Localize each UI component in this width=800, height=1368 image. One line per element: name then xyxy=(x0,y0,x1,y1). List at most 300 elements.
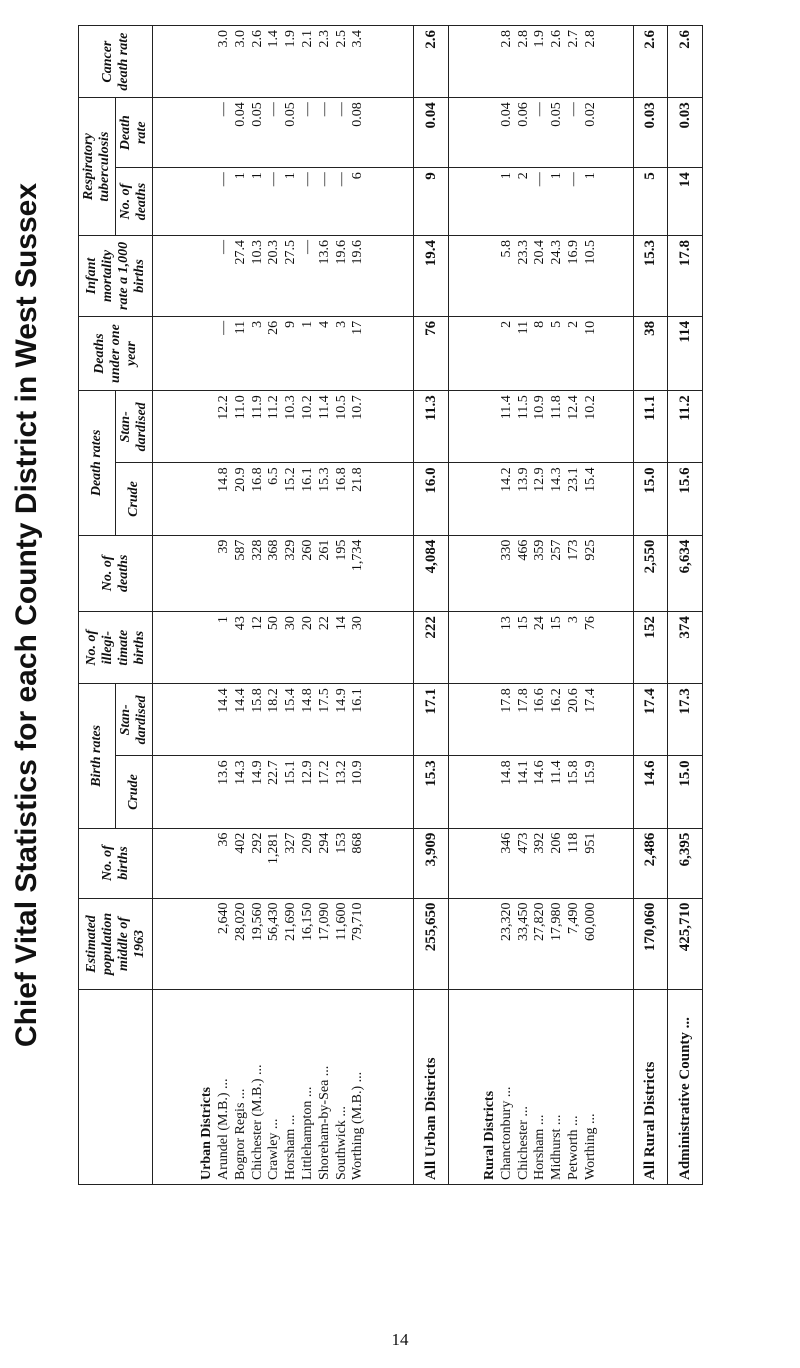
county-population: 425,710 xyxy=(668,898,703,990)
rural-deaths-line: 925 xyxy=(582,539,598,561)
rural-cancer-line: 2.8 xyxy=(582,30,598,48)
county-label: Administrative County ... xyxy=(668,990,703,1185)
rural-death-std-line: 10.9 xyxy=(532,395,548,420)
rural-infant-mortality-line: 5.8 xyxy=(498,240,514,258)
urban-tb-rate-line: — xyxy=(216,102,232,117)
urban-names-line: Arundel (M.B.) ... xyxy=(216,1078,232,1180)
urban-birth-crude-line: 10.9 xyxy=(350,760,366,785)
rural-tb-deaths-line: 2 xyxy=(515,172,531,180)
urban-birth-std-line: 14.4 xyxy=(216,688,232,713)
rural-tb-deaths-list xyxy=(499,172,600,231)
urban-illegitimate-line: 50 xyxy=(266,616,282,631)
urban-tb-deaths-line: — xyxy=(333,172,349,187)
urban-districts-block xyxy=(153,26,414,1185)
urban-births-line: 402 xyxy=(232,832,248,854)
all-urban-label: All Urban Districts xyxy=(414,990,449,1185)
rural-heading: Rural Districts xyxy=(481,1090,497,1180)
all-urban-tb-rate: 0.04 xyxy=(414,98,449,168)
all-rural-death-crude: 15.0 xyxy=(633,463,668,535)
urban-births-line: 36 xyxy=(216,832,232,847)
urban-birth-crude-line: 17.2 xyxy=(316,760,332,785)
urban-birth-crude-line: 13.2 xyxy=(333,760,349,785)
rural-birth-std-line: 17.4 xyxy=(582,688,598,713)
header-birth-crude: Crude xyxy=(116,756,153,828)
urban-cancer-line: 2.3 xyxy=(316,30,332,48)
urban-deaths-line: 368 xyxy=(266,539,282,561)
urban-tb-rate-line: — xyxy=(333,102,349,117)
rural-population-list xyxy=(499,903,600,986)
urban-tb-rate-line: 0.04 xyxy=(232,102,248,127)
rural-birth-crude-line: 15.8 xyxy=(565,760,581,785)
urban-births-list xyxy=(216,833,367,894)
urban-death-std-line: 11.4 xyxy=(316,395,332,420)
all-urban-under-one: 76 xyxy=(414,316,449,390)
county-under-one: 114 xyxy=(668,316,703,390)
urban-infant-mortality-line: 19.6 xyxy=(350,240,366,265)
urban-cancer-line: 1.9 xyxy=(283,30,299,48)
rural-tb-deaths-cell xyxy=(448,168,633,236)
urban-birth-std-cell xyxy=(153,684,414,756)
urban-deaths-line: 587 xyxy=(232,539,248,561)
urban-under-one-line: 26 xyxy=(266,320,282,335)
rural-tb-deaths-line: — xyxy=(532,172,548,187)
rural-tb-deaths-line: 1 xyxy=(582,172,598,180)
urban-names-line: Littlehampton ... xyxy=(300,1086,316,1180)
rural-names-cell xyxy=(448,990,633,1185)
rural-tb-rate-line: — xyxy=(532,102,548,117)
all-urban-population: 255,650 xyxy=(414,898,449,990)
rural-districts-block xyxy=(448,26,633,1185)
urban-names-line: Southwick ... xyxy=(333,1106,349,1180)
all-rural-illegitimate: 152 xyxy=(633,612,668,684)
all-rural-label: All Rural Districts xyxy=(633,990,668,1185)
urban-death-std-list xyxy=(216,395,367,458)
urban-illegitimate-line: 30 xyxy=(350,616,366,631)
all-rural-cancer: 2.6 xyxy=(633,26,668,98)
urban-infant-mortality-line: 20.3 xyxy=(266,240,282,265)
all-rural-tb-deaths: 5 xyxy=(633,168,668,236)
urban-population-line: 56,430 xyxy=(266,902,282,942)
urban-death-std-line: 11.2 xyxy=(266,395,282,420)
rural-death-crude-line: 14.3 xyxy=(549,467,565,492)
header-birth-rates: Birth rates xyxy=(79,684,116,828)
all-urban-deaths: 4,084 xyxy=(414,535,449,612)
urban-births-cell xyxy=(153,828,414,898)
rural-tb-rate-line: 0.06 xyxy=(515,102,531,127)
header-death-rates: Death rates xyxy=(79,391,116,535)
rural-under-one-list xyxy=(499,321,600,386)
rural-birth-crude-line: 14.8 xyxy=(498,760,514,785)
rural-death-std-line: 11.5 xyxy=(515,395,531,420)
all-urban-births: 3,909 xyxy=(414,828,449,898)
rural-birth-crude-list xyxy=(499,760,600,823)
rural-under-one-cell xyxy=(448,316,633,390)
urban-infant-mortality-line: — xyxy=(216,240,232,254)
urban-cancer-line: 3.4 xyxy=(350,30,366,48)
rural-under-one-line: 8 xyxy=(532,320,548,328)
rural-illegitimate-cell xyxy=(448,612,633,684)
urban-tb-rate-line: 0.05 xyxy=(283,102,299,127)
rural-birth-crude-cell xyxy=(448,756,633,828)
rural-birth-crude-line: 15.9 xyxy=(582,760,598,785)
rural-birth-crude-line: 14.1 xyxy=(515,760,531,785)
rural-names-list xyxy=(499,994,600,1180)
urban-tb-rate-line: — xyxy=(300,102,316,117)
rural-death-crude-line: 13.9 xyxy=(515,467,531,492)
urban-death-crude-line: 14.8 xyxy=(216,467,232,492)
urban-infant-mortality-line: 13.6 xyxy=(316,240,332,265)
rural-birth-std-cell xyxy=(448,684,633,756)
rural-population-line: 60,000 xyxy=(582,902,598,942)
urban-infant-mortality-line: 10.3 xyxy=(249,240,265,265)
urban-cancer-line: 3.0 xyxy=(216,30,232,48)
rural-birth-std-list xyxy=(499,688,600,751)
rural-death-std-line: 12.4 xyxy=(565,395,581,420)
all-rural-death-std: 11.1 xyxy=(633,391,668,463)
county-birth-crude: 15.0 xyxy=(668,756,703,828)
rural-births-list xyxy=(499,833,600,894)
rural-tb-rate-list xyxy=(499,102,600,163)
urban-names-line: Crawley ... xyxy=(266,1118,282,1180)
rural-illegitimate-line: 13 xyxy=(498,616,514,631)
rural-cancer-line: 2.6 xyxy=(549,30,565,48)
rural-deaths-line: 257 xyxy=(549,539,565,561)
rural-names-line: Chanctonbury ... xyxy=(498,1086,514,1180)
rural-cancer-line: 1.9 xyxy=(532,30,548,48)
urban-tb-rate-line: 0.08 xyxy=(350,102,366,127)
urban-tb-rate-list xyxy=(216,102,367,163)
rural-infant-mortality-line: 24.3 xyxy=(549,240,565,265)
urban-death-crude-line: 6.5 xyxy=(266,467,282,485)
urban-under-one-line: 1 xyxy=(300,320,316,328)
county-cancer: 2.6 xyxy=(668,26,703,98)
all-rural-population: 170,060 xyxy=(633,898,668,990)
all-urban-birth-crude: 15.3 xyxy=(414,756,449,828)
rural-under-one-line: 11 xyxy=(515,320,531,335)
urban-names-line: Bognor Regis ... xyxy=(232,1088,248,1180)
urban-cancer-line: 1.4 xyxy=(266,30,282,48)
all-rural-birth-std: 17.4 xyxy=(633,684,668,756)
urban-birth-crude-line: 14.3 xyxy=(232,760,248,785)
county-row xyxy=(668,26,703,1185)
urban-death-std-line: 10.5 xyxy=(333,395,349,420)
urban-birth-crude-list xyxy=(216,760,367,823)
rural-births-line: 951 xyxy=(582,832,598,854)
rural-death-std-line: 10.2 xyxy=(582,395,598,420)
rural-infant-mortality-line: 23.3 xyxy=(515,240,531,265)
urban-infant-mortality-line: 27.5 xyxy=(283,240,299,265)
urban-deaths-cell xyxy=(153,535,414,612)
all-urban-cancer: 2.6 xyxy=(414,26,449,98)
rural-infant-mortality-list xyxy=(499,240,600,312)
rural-death-crude-cell xyxy=(448,463,633,535)
urban-tb-deaths-line: 1 xyxy=(249,172,265,180)
rural-infant-mortality-line: 16.9 xyxy=(565,240,581,265)
urban-names-line: Horsham ... xyxy=(283,1114,299,1180)
all-rural-under-one: 38 xyxy=(633,316,668,390)
header-death-crude: Crude xyxy=(116,463,153,535)
rural-death-crude-list xyxy=(499,467,600,530)
rural-tb-deaths-line: 1 xyxy=(549,172,565,180)
rural-population-line: 23,320 xyxy=(498,902,514,942)
urban-tb-deaths-line: — xyxy=(216,172,232,187)
all-rural-tb-rate: 0.03 xyxy=(633,98,668,168)
all-urban-tb-deaths: 9 xyxy=(414,168,449,236)
urban-population-line: 17,090 xyxy=(316,902,332,942)
all-urban-infant-mortality: 19.4 xyxy=(414,236,449,317)
header-death-standardised: Stan-dardised xyxy=(116,391,153,463)
urban-under-one-line: 11 xyxy=(232,320,248,335)
rural-death-std-line: 11.4 xyxy=(498,395,514,420)
urban-illegitimate-line: 20 xyxy=(300,616,316,631)
urban-population-line: 19,560 xyxy=(249,902,265,942)
urban-cancer-line: 2.1 xyxy=(300,30,316,48)
urban-tb-rate-line: 0.05 xyxy=(249,102,265,127)
rural-names-line: Chichester ... xyxy=(515,1106,531,1180)
urban-under-one-line: 17 xyxy=(350,320,366,335)
urban-heading: Urban Districts xyxy=(199,1087,215,1180)
rural-tb-rate-line: 0.05 xyxy=(549,102,565,127)
rural-births-line: 346 xyxy=(498,832,514,854)
county-tb-rate: 0.03 xyxy=(668,98,703,168)
urban-names-line: Chichester (M.B.) ... xyxy=(249,1064,265,1180)
rural-illegitimate-line: 15 xyxy=(515,616,531,631)
rural-death-std-line: 11.8 xyxy=(549,395,565,420)
urban-illegitimate-cell xyxy=(153,612,414,684)
urban-names-line: Worthing (M.B.) ... xyxy=(350,1071,366,1180)
county-birth-std: 17.3 xyxy=(668,684,703,756)
county-death-crude: 15.6 xyxy=(668,463,703,535)
rural-names-line: Horsham ... xyxy=(532,1114,548,1180)
urban-birth-std-line: 17.5 xyxy=(316,688,332,713)
all-urban-death-crude: 16.0 xyxy=(414,463,449,535)
urban-infant-mortality-cell xyxy=(153,236,414,317)
urban-births-line: 868 xyxy=(350,832,366,854)
urban-death-crude-line: 16.8 xyxy=(249,467,265,492)
rural-under-one-line: 2 xyxy=(498,320,514,328)
urban-illegitimate-line: 12 xyxy=(249,616,265,631)
header-deaths-under-one: Deaths under one year xyxy=(79,316,153,390)
rural-tb-rate-line: — xyxy=(565,102,581,117)
urban-births-line: 209 xyxy=(300,832,316,854)
all-rural-row xyxy=(633,26,668,1185)
urban-deaths-line: 328 xyxy=(249,539,265,561)
urban-population-cell xyxy=(153,898,414,990)
rotated-page xyxy=(0,5,790,1225)
urban-tb-deaths-line: 1 xyxy=(232,172,248,180)
urban-births-line: 327 xyxy=(283,832,299,854)
rural-death-std-cell xyxy=(448,391,633,463)
rural-under-one-line: 10 xyxy=(582,320,598,335)
urban-population-line: 2,640 xyxy=(216,902,232,935)
rural-birth-std-line: 16.2 xyxy=(549,688,565,713)
urban-tb-deaths-cell xyxy=(153,168,414,236)
header-birth-standardised: Stan-dardised xyxy=(116,684,153,756)
rural-cancer-list xyxy=(499,30,600,93)
rural-death-std-list xyxy=(499,395,600,458)
urban-population-line: 11,600 xyxy=(333,902,349,941)
urban-illegitimate-line: 22 xyxy=(316,616,332,631)
urban-deaths-line: 260 xyxy=(300,539,316,561)
rural-tb-rate-cell xyxy=(448,98,633,168)
header-deaths-no: No. of deaths xyxy=(79,535,153,612)
urban-birth-crude-cell xyxy=(153,756,414,828)
header-resp-tb-deaths: No. of deaths xyxy=(116,168,153,236)
urban-under-one-cell xyxy=(153,316,414,390)
urban-birth-crude-line: 22.7 xyxy=(266,760,282,785)
rural-infant-mortality-line: 20.4 xyxy=(532,240,548,265)
rural-death-crude-line: 15.4 xyxy=(582,467,598,492)
rural-cancer-cell xyxy=(448,26,633,98)
rural-names-line: Petworth ... xyxy=(565,1115,581,1180)
all-urban-illegitimate: 222 xyxy=(414,612,449,684)
rural-illegitimate-line: 24 xyxy=(532,616,548,631)
urban-deaths-line: 1,734 xyxy=(350,539,366,572)
header-population: Estimated population middle of 1963 xyxy=(79,898,153,990)
rural-illegitimate-line: 76 xyxy=(582,616,598,631)
urban-tb-rate-cell xyxy=(153,98,414,168)
rural-population-line: 27,820 xyxy=(532,902,548,942)
urban-under-one-line: 3 xyxy=(333,320,349,328)
urban-illegitimate-line: 43 xyxy=(232,616,248,631)
rural-cancer-line: 2.8 xyxy=(498,30,514,48)
urban-infant-mortality-line: 19.6 xyxy=(333,240,349,265)
rural-deaths-line: 173 xyxy=(565,539,581,561)
urban-deaths-line: 329 xyxy=(283,539,299,561)
urban-tb-deaths-list xyxy=(216,172,367,231)
rural-death-crude-line: 12.9 xyxy=(532,467,548,492)
urban-tb-rate-line: — xyxy=(316,102,332,117)
rural-birth-std-line: 17.8 xyxy=(515,688,531,713)
rural-births-cell xyxy=(448,828,633,898)
urban-cancer-cell xyxy=(153,26,414,98)
urban-names-cell xyxy=(153,990,414,1185)
urban-birth-crude-line: 12.9 xyxy=(300,760,316,785)
urban-illegitimate-line: 30 xyxy=(283,616,299,631)
urban-names-list xyxy=(216,994,367,1180)
all-rural-births: 2,486 xyxy=(633,828,668,898)
urban-population-line: 21,690 xyxy=(283,902,299,942)
rural-illegitimate-list xyxy=(499,616,600,679)
vital-statistics-table xyxy=(78,25,703,1185)
urban-birth-std-line: 16.1 xyxy=(350,688,366,713)
urban-birth-std-line: 14.9 xyxy=(333,688,349,713)
header-births-no: No. of births xyxy=(79,828,153,898)
urban-death-crude-line: 20.9 xyxy=(232,467,248,492)
urban-death-crude-cell xyxy=(153,463,414,535)
rural-infant-mortality-cell xyxy=(448,236,633,317)
county-infant-mortality: 17.8 xyxy=(668,236,703,317)
urban-death-crude-line: 21.8 xyxy=(350,467,366,492)
rural-under-one-line: 5 xyxy=(549,320,565,328)
rural-birth-crude-line: 14.6 xyxy=(532,760,548,785)
all-urban-birth-std: 17.1 xyxy=(414,684,449,756)
urban-tb-deaths-line: — xyxy=(300,172,316,187)
rural-population-line: 17,980 xyxy=(549,902,565,942)
urban-deaths-list xyxy=(216,540,367,608)
urban-deaths-line: 39 xyxy=(216,539,232,554)
all-urban-death-std: 11.3 xyxy=(414,391,449,463)
rural-births-line: 473 xyxy=(515,832,531,854)
rural-birth-crude-line: 11.4 xyxy=(549,760,565,785)
urban-cancer-line: 2.6 xyxy=(249,30,265,48)
urban-tb-deaths-line: 6 xyxy=(350,172,366,180)
urban-births-line: 153 xyxy=(333,832,349,854)
urban-death-std-line: 10.3 xyxy=(283,395,299,420)
rural-deaths-line: 466 xyxy=(515,539,531,561)
page-title: Chief Vital Statistics for each County District in West Sussex xyxy=(10,182,43,1048)
rural-birth-std-line: 20.6 xyxy=(565,688,581,713)
urban-deaths-line: 261 xyxy=(316,539,332,561)
urban-death-crude-line: 15.3 xyxy=(316,467,332,492)
rural-deaths-list xyxy=(499,540,600,608)
urban-births-line: 294 xyxy=(316,832,332,854)
urban-infant-mortality-list xyxy=(216,240,367,312)
urban-death-crude-list xyxy=(216,467,367,530)
urban-births-line: 292 xyxy=(249,832,265,854)
urban-birth-crude-line: 15.1 xyxy=(283,760,299,785)
urban-population-line: 16,150 xyxy=(300,902,316,942)
urban-population-line: 79,710 xyxy=(350,902,366,942)
header-illegitimate: No. of illegi-timate births xyxy=(79,612,153,684)
rural-cancer-line: 2.8 xyxy=(515,30,531,48)
county-deaths: 6,634 xyxy=(668,535,703,612)
rural-births-line: 392 xyxy=(532,832,548,854)
urban-death-std-line: 11.9 xyxy=(249,395,265,420)
rural-tb-rate-line: 0.04 xyxy=(498,102,514,127)
rural-deaths-line: 359 xyxy=(532,539,548,561)
header-row-groups xyxy=(79,26,116,1185)
rural-birth-std-line: 16.6 xyxy=(532,688,548,713)
urban-death-std-line: 11.0 xyxy=(232,395,248,420)
county-births: 6,395 xyxy=(668,828,703,898)
urban-illegitimate-line: 1 xyxy=(216,616,232,624)
urban-under-one-list xyxy=(216,321,367,386)
rural-population-cell xyxy=(448,898,633,990)
header-district xyxy=(79,990,153,1185)
urban-illegitimate-list xyxy=(216,616,367,679)
rural-population-line: 7,490 xyxy=(565,902,581,935)
urban-cancer-list xyxy=(216,30,367,93)
urban-death-crude-line: 15.2 xyxy=(283,467,299,492)
urban-under-one-line: — xyxy=(216,320,232,335)
rural-infant-mortality-line: 10.5 xyxy=(582,240,598,265)
urban-illegitimate-line: 14 xyxy=(333,616,349,631)
urban-infant-mortality-line: 27.4 xyxy=(232,240,248,265)
urban-deaths-line: 195 xyxy=(333,539,349,561)
urban-under-one-line: 4 xyxy=(316,320,332,328)
county-death-std: 11.2 xyxy=(668,391,703,463)
urban-death-std-line: 10.2 xyxy=(300,395,316,420)
urban-death-std-cell xyxy=(153,391,414,463)
urban-birth-crude-line: 14.9 xyxy=(249,760,265,785)
header-resp-tb: Respiratory tuberculosis xyxy=(79,98,116,236)
urban-cancer-line: 3.0 xyxy=(232,30,248,48)
urban-birth-std-line: 15.4 xyxy=(283,688,299,713)
rural-death-crude-line: 14.2 xyxy=(498,467,514,492)
urban-birth-std-line: 18.2 xyxy=(266,688,282,713)
urban-birth-crude-line: 13.6 xyxy=(216,760,232,785)
urban-under-one-line: 9 xyxy=(283,320,299,328)
rural-tb-deaths-line: — xyxy=(565,172,581,187)
rural-birth-std-line: 17.8 xyxy=(498,688,514,713)
rural-deaths-cell xyxy=(448,535,633,612)
all-rural-deaths: 2,550 xyxy=(633,535,668,612)
urban-death-crude-line: 16.1 xyxy=(300,467,316,492)
rural-tb-rate-line: 0.02 xyxy=(582,102,598,127)
rural-births-line: 206 xyxy=(549,832,565,854)
county-tb-deaths: 14 xyxy=(668,168,703,236)
